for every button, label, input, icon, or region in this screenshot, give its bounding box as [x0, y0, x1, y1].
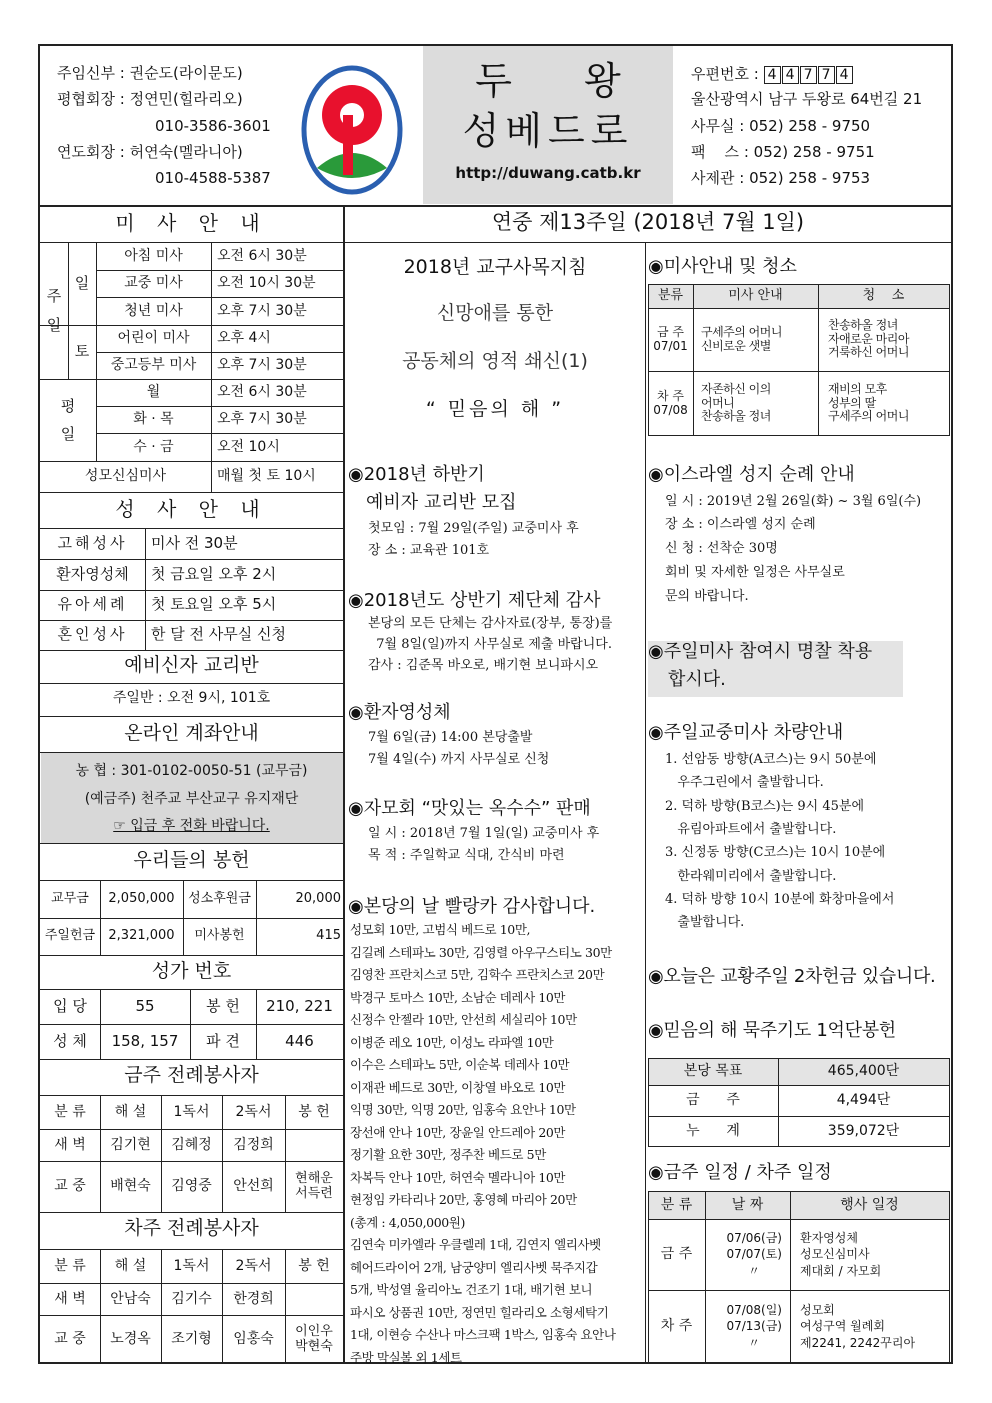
schedule-kind: 차 주	[660, 1318, 693, 1335]
section-title: ◉미사안내 및 청소	[648, 256, 797, 277]
week-cell: 금 주 07/01	[653, 324, 688, 353]
sacrament-desc: 미사 전 30분	[151, 533, 238, 552]
section-title: ◉이스라엘 성지 순례 안내	[648, 464, 855, 485]
mass-time: 오후 7시 30분	[217, 411, 307, 428]
schedule-dates: 07/06(금) 07/07(토) 〃	[726, 1231, 782, 1278]
servers-cell: 안남숙	[110, 1290, 151, 1307]
table-header: 청 소	[862, 287, 905, 303]
mass-name: 화 · 목	[133, 411, 174, 428]
servers-header: 분 류	[54, 1257, 86, 1274]
thanks-line: 익명 30만, 익명 20만, 임홍숙 요안나 10만	[350, 1102, 576, 1117]
account-title: 온라인 계좌안내	[124, 722, 259, 744]
servers-cell: 김영중	[171, 1178, 212, 1195]
table-header: 분 류	[660, 1196, 693, 1213]
rosary-key: 본당 목표	[683, 1063, 743, 1080]
catechumen-title: 예비신자 교리반	[124, 654, 259, 676]
thanks-line: 이병준 레오 10만, 이성노 라파엘 10만	[350, 1034, 554, 1050]
contact-office: 사무실 : 052) 258 - 9750	[691, 117, 871, 135]
schedule-events: 환자영성체 성모신심미사 제대회 / 자모회	[800, 1231, 882, 1278]
mass-title: 미 사 안 내	[115, 211, 268, 235]
sacrament-name: 혼인성사	[57, 625, 128, 644]
servers-cell: 현해운 서득련	[295, 1170, 333, 1201]
thanks-line: 주방 막실볼 외 1세트	[350, 1349, 462, 1365]
vehicle-line: 우주그린에서 출발합니다.	[665, 775, 824, 791]
table-header: 행사 일정	[840, 1196, 899, 1213]
vehicle-line: 3. 신정동 방향(C코스)는 10시 10분에	[665, 845, 886, 861]
sacrament-title: 성 사 안 내	[115, 497, 268, 521]
account-line: ☞ 입금 후 전화 바랍니다.	[113, 818, 270, 834]
servers-header: 해 설	[114, 1257, 147, 1274]
mass-guide-cell: 구세주의 어머니 신비로운 샛별	[701, 324, 782, 353]
notice-line: 감사 : 김준목 바오로, 배기현 보니파시오	[368, 658, 599, 673]
servers-cell: 한경희	[233, 1290, 274, 1307]
week-cell: 차 주 07/08	[653, 388, 688, 417]
hymn-key: 성 체	[53, 1031, 87, 1050]
notice-line: 7월 6일(금) 14:00 본당출발	[368, 730, 533, 745]
thanks-line: 김영찬 프란치스코 5만, 김학수 프란치스코 20만	[350, 967, 605, 982]
sacrament-desc: 한 달 전 사무실 신청	[151, 625, 286, 644]
offering-value: 2,321,000	[108, 928, 175, 944]
thanks-line: 박경구 토마스 10만, 소남순 데레사 10만	[350, 989, 566, 1005]
rosary-value: 4,494단	[836, 1092, 891, 1109]
notice-line: 첫모임 : 7월 29일(주일) 교중미사 후	[368, 521, 579, 536]
table-header: 분류	[657, 287, 684, 303]
vehicle-line: 4. 덕하 방향 10시 10분에 화창마을에서	[665, 891, 895, 907]
mass-name: 월	[146, 384, 161, 401]
mass-time: 오전 6시 30분	[217, 384, 307, 401]
hymn-title: 성가 번호	[151, 960, 232, 982]
offering-key: 교무금	[51, 890, 89, 906]
notice-title: ◉자모회 “맛있는 옥수수” 판매	[348, 798, 591, 819]
staff-phone: 010-3586-3601	[155, 117, 271, 135]
contact-rectory: 사제관 : 052) 258 - 9753	[691, 169, 871, 187]
hymn-value: 446	[285, 1031, 314, 1050]
parish-url[interactable]: http://duwang.catb.kr	[455, 164, 641, 182]
issue-title: 연중 제13주일 (2018년 7월 1일)	[491, 210, 805, 234]
weekday-label: 평일	[60, 396, 76, 443]
address: 울산광역시 남구 두왕로 64번길 21	[691, 90, 923, 108]
notice-line: 7월 4일(수) 까지 사무실로 신청	[368, 752, 550, 767]
mass-name: 청년 미사	[124, 302, 183, 319]
section-title: ◉주일교중미사 차량안내	[648, 722, 844, 743]
servers-cell: 김혜정	[171, 1136, 212, 1153]
second-collection-notice: ◉오늘은 교황주일 2차헌금 있습니다.	[648, 966, 936, 987]
thanks-line: 현정임 카타리나 20만, 홍영혜 마리아 20만	[350, 1192, 577, 1207]
servers-cell: 배현숙	[110, 1178, 151, 1195]
table-header: 미사 안내	[728, 287, 783, 303]
notice-line: 문의 바랍니다.	[665, 589, 749, 604]
servers-header: 봉 헌	[298, 1257, 330, 1274]
mass-name: 수 · 금	[133, 438, 174, 455]
notice-line: 일 시 : 2018년 7월 1일(일) 교중미사 후	[368, 826, 600, 841]
sacrament-desc: 첫 금요일 오후 2시	[151, 564, 277, 583]
mass-time: 오전 10시	[217, 438, 280, 455]
servers-header: 2독서	[235, 1103, 272, 1120]
heart-mass-time: 매월 첫 토 10시	[217, 468, 316, 485]
catechumen-body: 주일반 : 오전 9시, 101호	[112, 690, 271, 706]
vehicle-line: 2. 덕하 방향(B코스)는 9시 45분에	[665, 798, 865, 814]
notice-line: 신 청 : 선착순 30명	[665, 541, 778, 556]
servers-cell: 김기수	[171, 1290, 212, 1307]
hymn-key: 봉 헌	[206, 996, 240, 1015]
thanks-line: (총계 : 4,050,000원)	[350, 1214, 465, 1230]
staff-line: 평협회장 : 정연민(힐라리오)	[57, 90, 243, 108]
servers-cell: 김기현	[110, 1136, 151, 1153]
section-title: ◉금주 일정 / 차주 일정	[648, 1162, 832, 1183]
thanks-line: 장선애 안나 10만, 장윤일 안드레아 20만	[350, 1124, 566, 1140]
mass-guide-cell: 자존하신 이의 어머니 찬송하올 정녀	[701, 381, 771, 424]
vehicle-line: 한라웨미리에서 출발합니다.	[665, 868, 837, 884]
servers-this-title: 금주 전례봉사자	[124, 1064, 259, 1086]
thanks-line: 정기활 요한 30만, 정주찬 베드로 5만	[350, 1147, 546, 1162]
notice-title: ◉2018년도 상반기 제단체 감사	[348, 590, 601, 611]
thanks-line: 이재관 베드로 30만, 이창열 바오로 10만	[350, 1079, 566, 1095]
mass-time: 오후 7시 30분	[217, 302, 307, 319]
servers-header: 봉 헌	[298, 1103, 330, 1120]
saturday-label: 토	[74, 342, 90, 361]
sunday-label: 주일	[46, 287, 62, 334]
thanks-line: 신정수 안젤라 10만, 안선희 세실리아 10만	[350, 1012, 577, 1027]
thanks-line: 성모회 10만, 고범식 베드로 10만,	[350, 922, 531, 937]
thanks-line: 1대, 이현승 수산나 마스크팩 1박스, 임홍숙 요안나	[350, 1327, 616, 1342]
notice-line: 장 소 : 교육관 101호	[368, 543, 490, 558]
offering-key: 미사봉헌	[194, 928, 245, 944]
notice-line: 본당의 모든 단체는 감사자료(장부, 통장)를	[368, 616, 613, 631]
offering-value: 415	[316, 928, 341, 944]
servers-cell: 김정희	[233, 1136, 274, 1153]
hymn-key: 입 당	[53, 996, 87, 1015]
rosary-value: 465,400단	[827, 1063, 900, 1080]
vehicle-line: 출발합니다.	[665, 915, 745, 931]
sacrament-desc: 첫 토요일 오후 5시	[151, 595, 277, 614]
servers-header: 1독서	[173, 1257, 210, 1274]
offering-value: 20,000	[295, 890, 341, 906]
table-header: 날 짜	[731, 1196, 764, 1213]
sacrament-name: 고해성사	[57, 533, 128, 552]
vehicle-line: 1. 선암동 방향(A코스)는 9시 50분에	[665, 752, 877, 767]
notice-title: ◉2018년 하반기	[348, 464, 485, 485]
thanks-line: 파시오 상품권 10만, 정연민 힐라리오 소형세탁기	[350, 1304, 609, 1320]
servers-cell: 새 벽	[54, 1290, 86, 1307]
thanks-line: 5개, 박성열 율리아노 건조기 1대, 배기현 보니	[350, 1282, 593, 1297]
servers-header: 분 류	[54, 1103, 86, 1120]
pastoral-line: 신망애를 통한	[436, 302, 554, 324]
offering-key: 주일헌금	[44, 928, 96, 944]
rosary-key: 금 주	[686, 1092, 740, 1109]
section-title: ◉믿음의 해 묵주기도 1억단봉헌	[648, 1020, 896, 1041]
servers-cell: 노경옥	[110, 1331, 151, 1348]
mass-name: 어린이 미사	[117, 330, 190, 347]
mass-time: 오후 7시 30분	[217, 357, 307, 374]
account-line: (예금주) 천주교 부산교구 유지재단	[84, 791, 299, 807]
cleaning-cell: 재비의 모후 성부의 딸 구세주의 어머니	[828, 381, 909, 424]
hymn-value: 158, 157	[111, 1031, 179, 1050]
sunday-il-label: 일	[74, 273, 90, 292]
mass-name: 아침 미사	[124, 248, 183, 265]
pastoral-line: “ 믿음의 해 ”	[425, 398, 565, 420]
schedule-events: 성모회 여성구역 월례회 제2241, 2242꾸리아	[800, 1303, 916, 1350]
mass-name: 중고등부 미사	[110, 357, 197, 374]
notice-line: 목 적 : 주일학교 식대, 간식비 마련	[368, 848, 565, 863]
offering-value: 2,050,000	[108, 890, 175, 906]
hymn-value: 210, 221	[266, 996, 333, 1015]
servers-header: 2독서	[235, 1257, 272, 1274]
staff-line: 주임신부 : 권순도(라이문도)	[57, 64, 243, 82]
servers-header: 해 설	[114, 1103, 147, 1120]
mass-time: 오전 10시 30분	[217, 275, 316, 292]
servers-cell	[285, 1129, 343, 1161]
thanks-line: 김연숙 미카엘라 우클렐레 1대, 김연지 엘리사벳	[350, 1237, 601, 1252]
servers-cell: 임홍숙	[233, 1331, 274, 1348]
servers-cell	[285, 1283, 343, 1315]
notice-title: 합시다.	[668, 669, 726, 690]
hymn-key: 파 견	[206, 1031, 240, 1050]
servers-next-title: 차주 전례봉사자	[124, 1217, 259, 1239]
contact-fax: 팩 스 : 052) 258 - 9751	[691, 143, 875, 161]
rosary-value: 359,072단	[827, 1123, 900, 1140]
notice-title: 예비자 교리반 모집	[366, 492, 517, 513]
hymn-value: 55	[135, 996, 155, 1015]
notice-line: 장 소 : 이스라엘 성지 순례	[665, 517, 816, 532]
parish-title-2: 성베드로	[462, 109, 634, 153]
thanks-line: 김길례 스테파노 30만, 김영렬 아우구스티노 30만	[350, 944, 612, 960]
servers-cell: 안선희	[233, 1178, 274, 1195]
pastoral-line: 공동체의 영적 쇄신(1)	[402, 350, 588, 372]
servers-cell: 교 중	[54, 1331, 86, 1348]
servers-cell: 조기형	[171, 1331, 212, 1348]
mass-time: 오후 4시	[217, 330, 271, 347]
sacrament-name: 환자영성체	[56, 564, 129, 583]
thanks-line: 이수은 스테파노 5만, 이순복 데레사 10만	[350, 1057, 570, 1072]
thanks-line: 헤어드라이어 2개, 남궁양미 엘리사벳 묵주지갑	[350, 1259, 598, 1275]
parish-title-1: 두 왕	[475, 59, 651, 103]
cleaning-cell: 찬송하올 정녀 자애로운 마리아 거룩하신 어머니	[828, 317, 909, 360]
account-line: 농 협 : 301-0102-0050-51 (교무금)	[75, 763, 308, 779]
thanks-line: 차복득 안나 10만, 허연숙 멜라니아 10만	[350, 1169, 566, 1185]
pastoral-line: 2018년 교구사목지침	[403, 256, 587, 278]
servers-header: 1독서	[173, 1103, 210, 1120]
vehicle-line: 유림아파트에서 출발합니다.	[665, 821, 837, 837]
mass-name: 교중 미사	[124, 275, 183, 292]
sacrament-name: 유아세례	[57, 595, 128, 614]
notice-title: ◉주일미사 참여시 명찰 착용	[648, 641, 873, 662]
notice-line: 7월 8일(일)까지 사무실로 제출 바랍니다.	[368, 637, 612, 652]
schedule-dates: 07/08(일) 07/13(금) 〃	[726, 1303, 782, 1350]
staff-phone: 010-4588-5387	[155, 169, 271, 187]
heart-mass-name: 성모신심미사	[84, 468, 167, 485]
notice-title: ◉본당의 날 빨랑카 감사합니다.	[348, 896, 596, 917]
postal-code: 우편번호 : 4 4 7 7 4	[691, 66, 854, 84]
offering-key: 성소후원금	[188, 890, 251, 906]
servers-cell: 이인우 박현숙	[295, 1323, 333, 1354]
servers-cell: 새 벽	[54, 1136, 86, 1153]
schedule-kind: 금 주	[660, 1246, 693, 1263]
staff-line: 연도회장 : 허연숙(멜라니아)	[57, 143, 243, 161]
notice-line: 회비 및 자세한 일정은 사무실로	[665, 565, 845, 580]
rosary-key: 누 계	[686, 1123, 740, 1140]
mass-time: 오전 6시 30분	[217, 248, 307, 265]
servers-cell: 교 중	[54, 1178, 86, 1195]
offering-title: 우리들의 봉헌	[133, 849, 250, 871]
notice-line: 일 시 : 2019년 2월 26일(화) ~ 3월 6일(수)	[665, 494, 922, 509]
parish-logo	[297, 60, 407, 200]
notice-title: ◉환자영성체	[348, 702, 451, 723]
